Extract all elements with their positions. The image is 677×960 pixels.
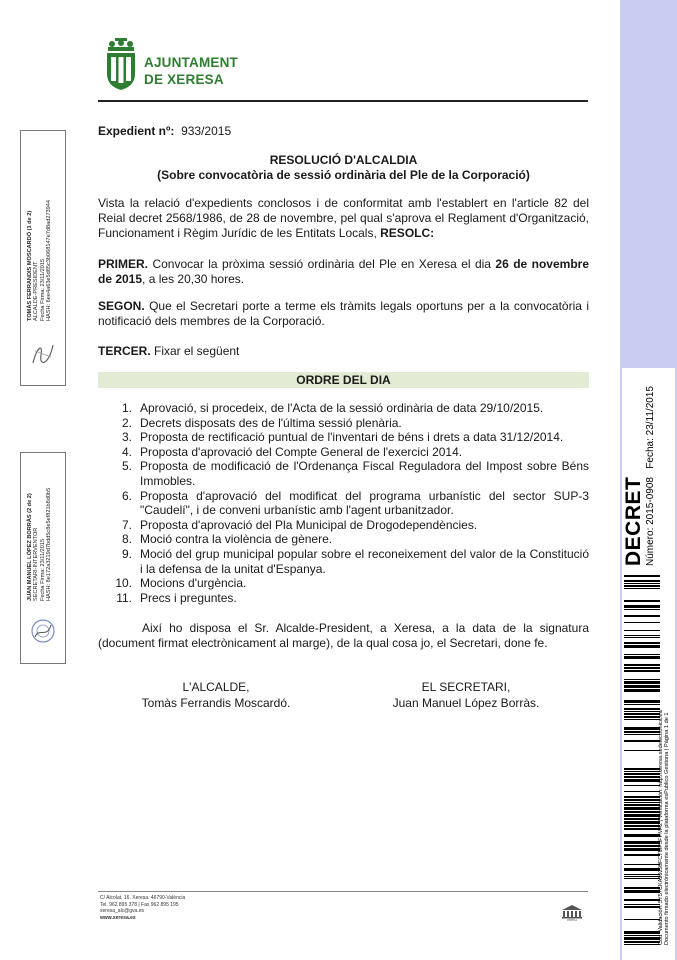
cve-line-1[interactable]: Cód. Validación: 5Y57CKA99299FC7MP5FPM42 | Verificación: http://xeresa.sedelectronica.es/: [658, 709, 664, 945]
org-line-2: DE XERESA: [144, 72, 224, 87]
intro-resolc: RESOLC:: [380, 226, 435, 241]
segon-label: SEGON.: [98, 299, 145, 313]
primer-paragraph: [98, 257, 589, 287]
footer-email[interactable]: xeresa_alc@gva.es: [100, 908, 144, 914]
header-divider: [98, 100, 588, 102]
agenda-item: 1. Aprovació, si procedeix, de l'Acta de la sessió ordinària de data 29/10/2015.: [121, 401, 544, 415]
footer-address: C/ Alcolat, 16. Xeresa. 46790-València: [100, 895, 186, 901]
signature-stamp-secretary: [20, 452, 66, 664]
secretary-name: Juan Manuel López Borràs.: [392, 696, 540, 710]
agenda-item: 3. Proposta de rectificació puntual de l'inventari de béns i drets a data 31/12/2014.: [121, 430, 564, 445]
svg-text:XERESA: XERESA: [566, 918, 578, 921]
primer-date: 26 de novembre de 2015: [98, 257, 589, 287]
primer-text-a: Convocar la pròxima sessió ordinària del Ple en Xeresa el dia: [148, 257, 496, 271]
expedient-label: Expedient nº:: [98, 124, 175, 138]
agenda-item: 4. Proposta d'aprovació del Compte General de l'exercici 2014.: [121, 444, 463, 459]
signature-scribble-icon: [29, 337, 57, 369]
footer-building-logo: [560, 903, 584, 921]
cve-line-2: Documento firmado electrónicamente desde la plataforma esPublico Gestiona | Página 1 de 1: [664, 712, 671, 945]
decret-date: Fecha: 23/11/2015: [645, 386, 656, 469]
mayor-name: Tomàs Ferrandis Moscardó.: [141, 696, 291, 710]
tercer-label: TERCER.: [98, 344, 151, 358]
closing-text: Així ho disposa el Sr. Alcalde-President, a Xeresa, a la data de la signatura (document firmat electrònicament al marge), de la qual cosa jo, el Secretari, done fe.: [98, 621, 589, 651]
title-line-2: (Sobre convocatòria de sessió ordinària del Ple de la Corporació): [157, 168, 530, 182]
expedient-number: 933/2015: [181, 124, 232, 138]
agenda-item: 6. Proposta d'aprovació del modificat del programa urbanístic del sector SUP-3 "Caudelí", i de conveni urbanístic amb l'agent urbanitzador.: [121, 488, 589, 518]
tercer-paragraph: [98, 344, 589, 359]
segon-paragraph: [98, 299, 589, 329]
intro-text: Vista la relació d'expedients conclosos i de conformitat amb l'establert en l'article 82 del Reial decret 2568/1986, de 28 de novembre, pel qual s'aprova el Reglament d'Organització, Funcionament i Règim Jurídic de les Entitats Locals,: [98, 196, 589, 241]
organization-name: [144, 54, 238, 88]
closing-paragraph: [98, 621, 589, 651]
decret-number-date: [645, 386, 656, 566]
agenda-item: 8. Moció contra la violència de gènere.: [121, 532, 333, 547]
order-of-day-heading: ORDRE DEL DIA: [98, 372, 589, 388]
intro-paragraph: [98, 196, 589, 242]
footer-contact: [100, 895, 185, 921]
coat-of-arms-logo: [104, 38, 138, 90]
footer-phone: Tel. 962 895 378 | Fax 962 895 195: [100, 901, 179, 908]
segon-text: Que el Secretari porte a terme els tràmits legals oportuns per a la convocatòria i notificació dels membres de la Corporació.: [98, 299, 589, 329]
primer-label: PRIMER.: [98, 257, 149, 271]
secretary-role: EL SECRETARI,: [421, 680, 511, 694]
agenda-list: [98, 401, 589, 605]
tercer-text: Fixar el següent: [150, 344, 240, 358]
barcode: [624, 575, 660, 945]
agenda-item: 7. Proposta d'aprovació del Pla Municipal de Drogodependències.: [121, 517, 478, 532]
stamp1-text: TOMÀS FERRANDIS MOSCARDÓ (1 de 2) ALCALDE-PRESIDENT Fecha Firma: 23/11/2015 HASH: 6ee4a63e5d85c3b068147e7d8ad273944: [27, 200, 53, 321]
seal-icon: [29, 615, 57, 647]
stamp2-text: JUAN MANUEL LÓPEZ BORRÀS (2 de 2) SECRETARI-INTERVENTOR Fecha Firma: 23/11/2015 HASH: 8e172a3219d7bdd5c8e5ef821b8d0b5: [27, 487, 53, 601]
signature-stamp-mayor: [20, 130, 66, 386]
agenda-item: 5. Proposta de modificació de l'Ordenança Fiscal Reguladora del Impost sobre Béns Immobles.: [121, 459, 589, 488]
agenda-item: 10. Mocions d'urgència.: [115, 576, 247, 591]
agenda-item: 11. Precs i preguntes.: [116, 590, 237, 605]
decret-number: Número: 2015-0908: [645, 477, 656, 566]
agenda-item: 2. Decrets disposats des de l'última sessió plenària.: [121, 415, 402, 430]
decret-label: DECRET: [622, 476, 645, 566]
expedient-line: [98, 124, 589, 139]
agenda-item: 9. Moció del grup municipal popular sobre el reconeixement del valor de la Constitució i la defensa de la unitat d'Espanya.: [121, 546, 589, 576]
title-line-1: RESOLUCIÓ D'ALCALDIA: [269, 153, 418, 167]
signature-mayor: [116, 679, 316, 711]
signature-secretary: [366, 679, 566, 711]
document-title: [98, 153, 589, 183]
primer-text-b: , a les 20,30 hores.: [142, 272, 245, 287]
validation-code: [658, 709, 670, 945]
org-line-1: AJUNTAMENT: [144, 55, 238, 70]
footer-website[interactable]: www.xeresa.es: [100, 914, 136, 921]
footer-divider: [98, 891, 588, 892]
mayor-role: L'ALCALDE,: [182, 680, 250, 694]
